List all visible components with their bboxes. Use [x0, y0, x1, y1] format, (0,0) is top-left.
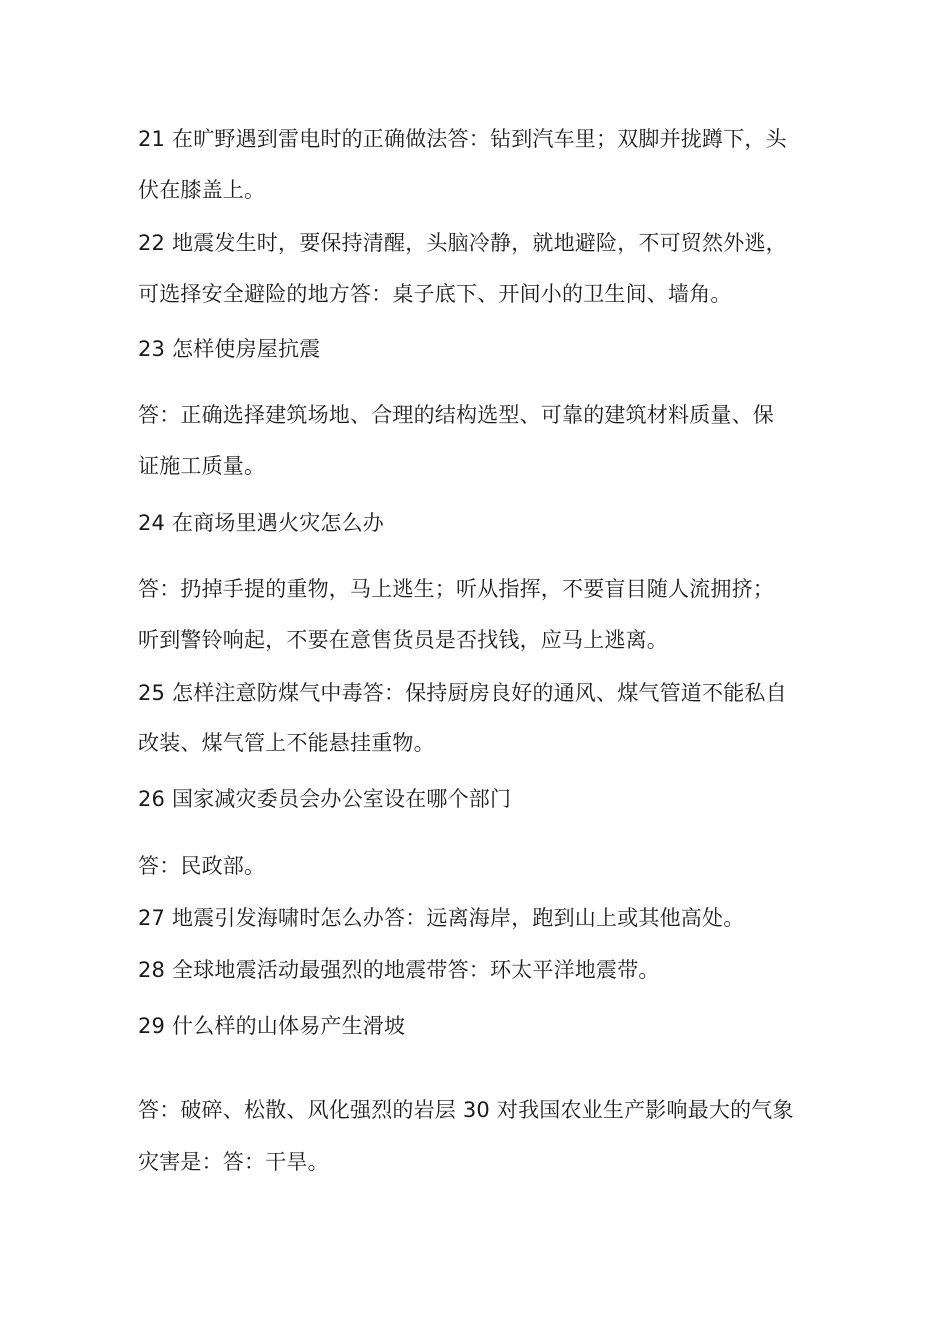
text-line: 答：扔掉手提的重物，马上逃生；听从指挥，不要盲目随人流拥挤； — [138, 577, 774, 601]
text-line: 可选择安全避险的地方答：桌子底下、开间小的卫生间、墙角。 — [138, 282, 732, 306]
text-line: 伏在膝盖上。 — [138, 178, 266, 202]
text-line: 21 在旷野遇到雷电时的正确做法答：钻到汽车里；双脚并拢蹲下，头 — [138, 127, 787, 151]
text-line: 听到警铃响起，不要在意售货员是否找钱，应马上逃离。 — [138, 628, 668, 652]
text-line: 22 地震发生时，要保持清醒，头脑冷静，就地避险，不可贸然外逃， — [138, 231, 787, 255]
text-line: 29 什么样的山体易产生滑坡 — [138, 1014, 406, 1038]
text-line: 27 地震引发海啸时怎么办答：远离海岸，跑到山上或其他高处。 — [138, 906, 745, 930]
text-line: 23 怎样使房屋抗震 — [138, 337, 321, 361]
text-line: 28 全球地震活动最强烈的地震带答：环太平洋地震带。 — [138, 958, 660, 982]
text-line: 答：破碎、松散、风化强烈的岩层 30 对我国农业生产影响最大的气象 — [138, 1098, 794, 1122]
text-line: 答：民政部。 — [138, 854, 266, 878]
text-line: 改装、煤气管上不能悬挂重物。 — [138, 731, 435, 755]
text-line: 灾害是：答：干旱。 — [138, 1150, 329, 1174]
text-line: 26 国家减灾委员会办公室设在哪个部门 — [138, 787, 512, 811]
text-line: 证施工质量。 — [138, 454, 266, 478]
text-line: 25 怎样注意防煤气中毒答：保持厨房良好的通风、煤气管道不能私自 — [138, 681, 787, 705]
text-line: 答：正确选择建筑场地、合理的结构选型、可靠的建筑材料质量、保 — [138, 403, 774, 427]
text-line: 24 在商场里遇火灾怎么办 — [138, 511, 384, 535]
